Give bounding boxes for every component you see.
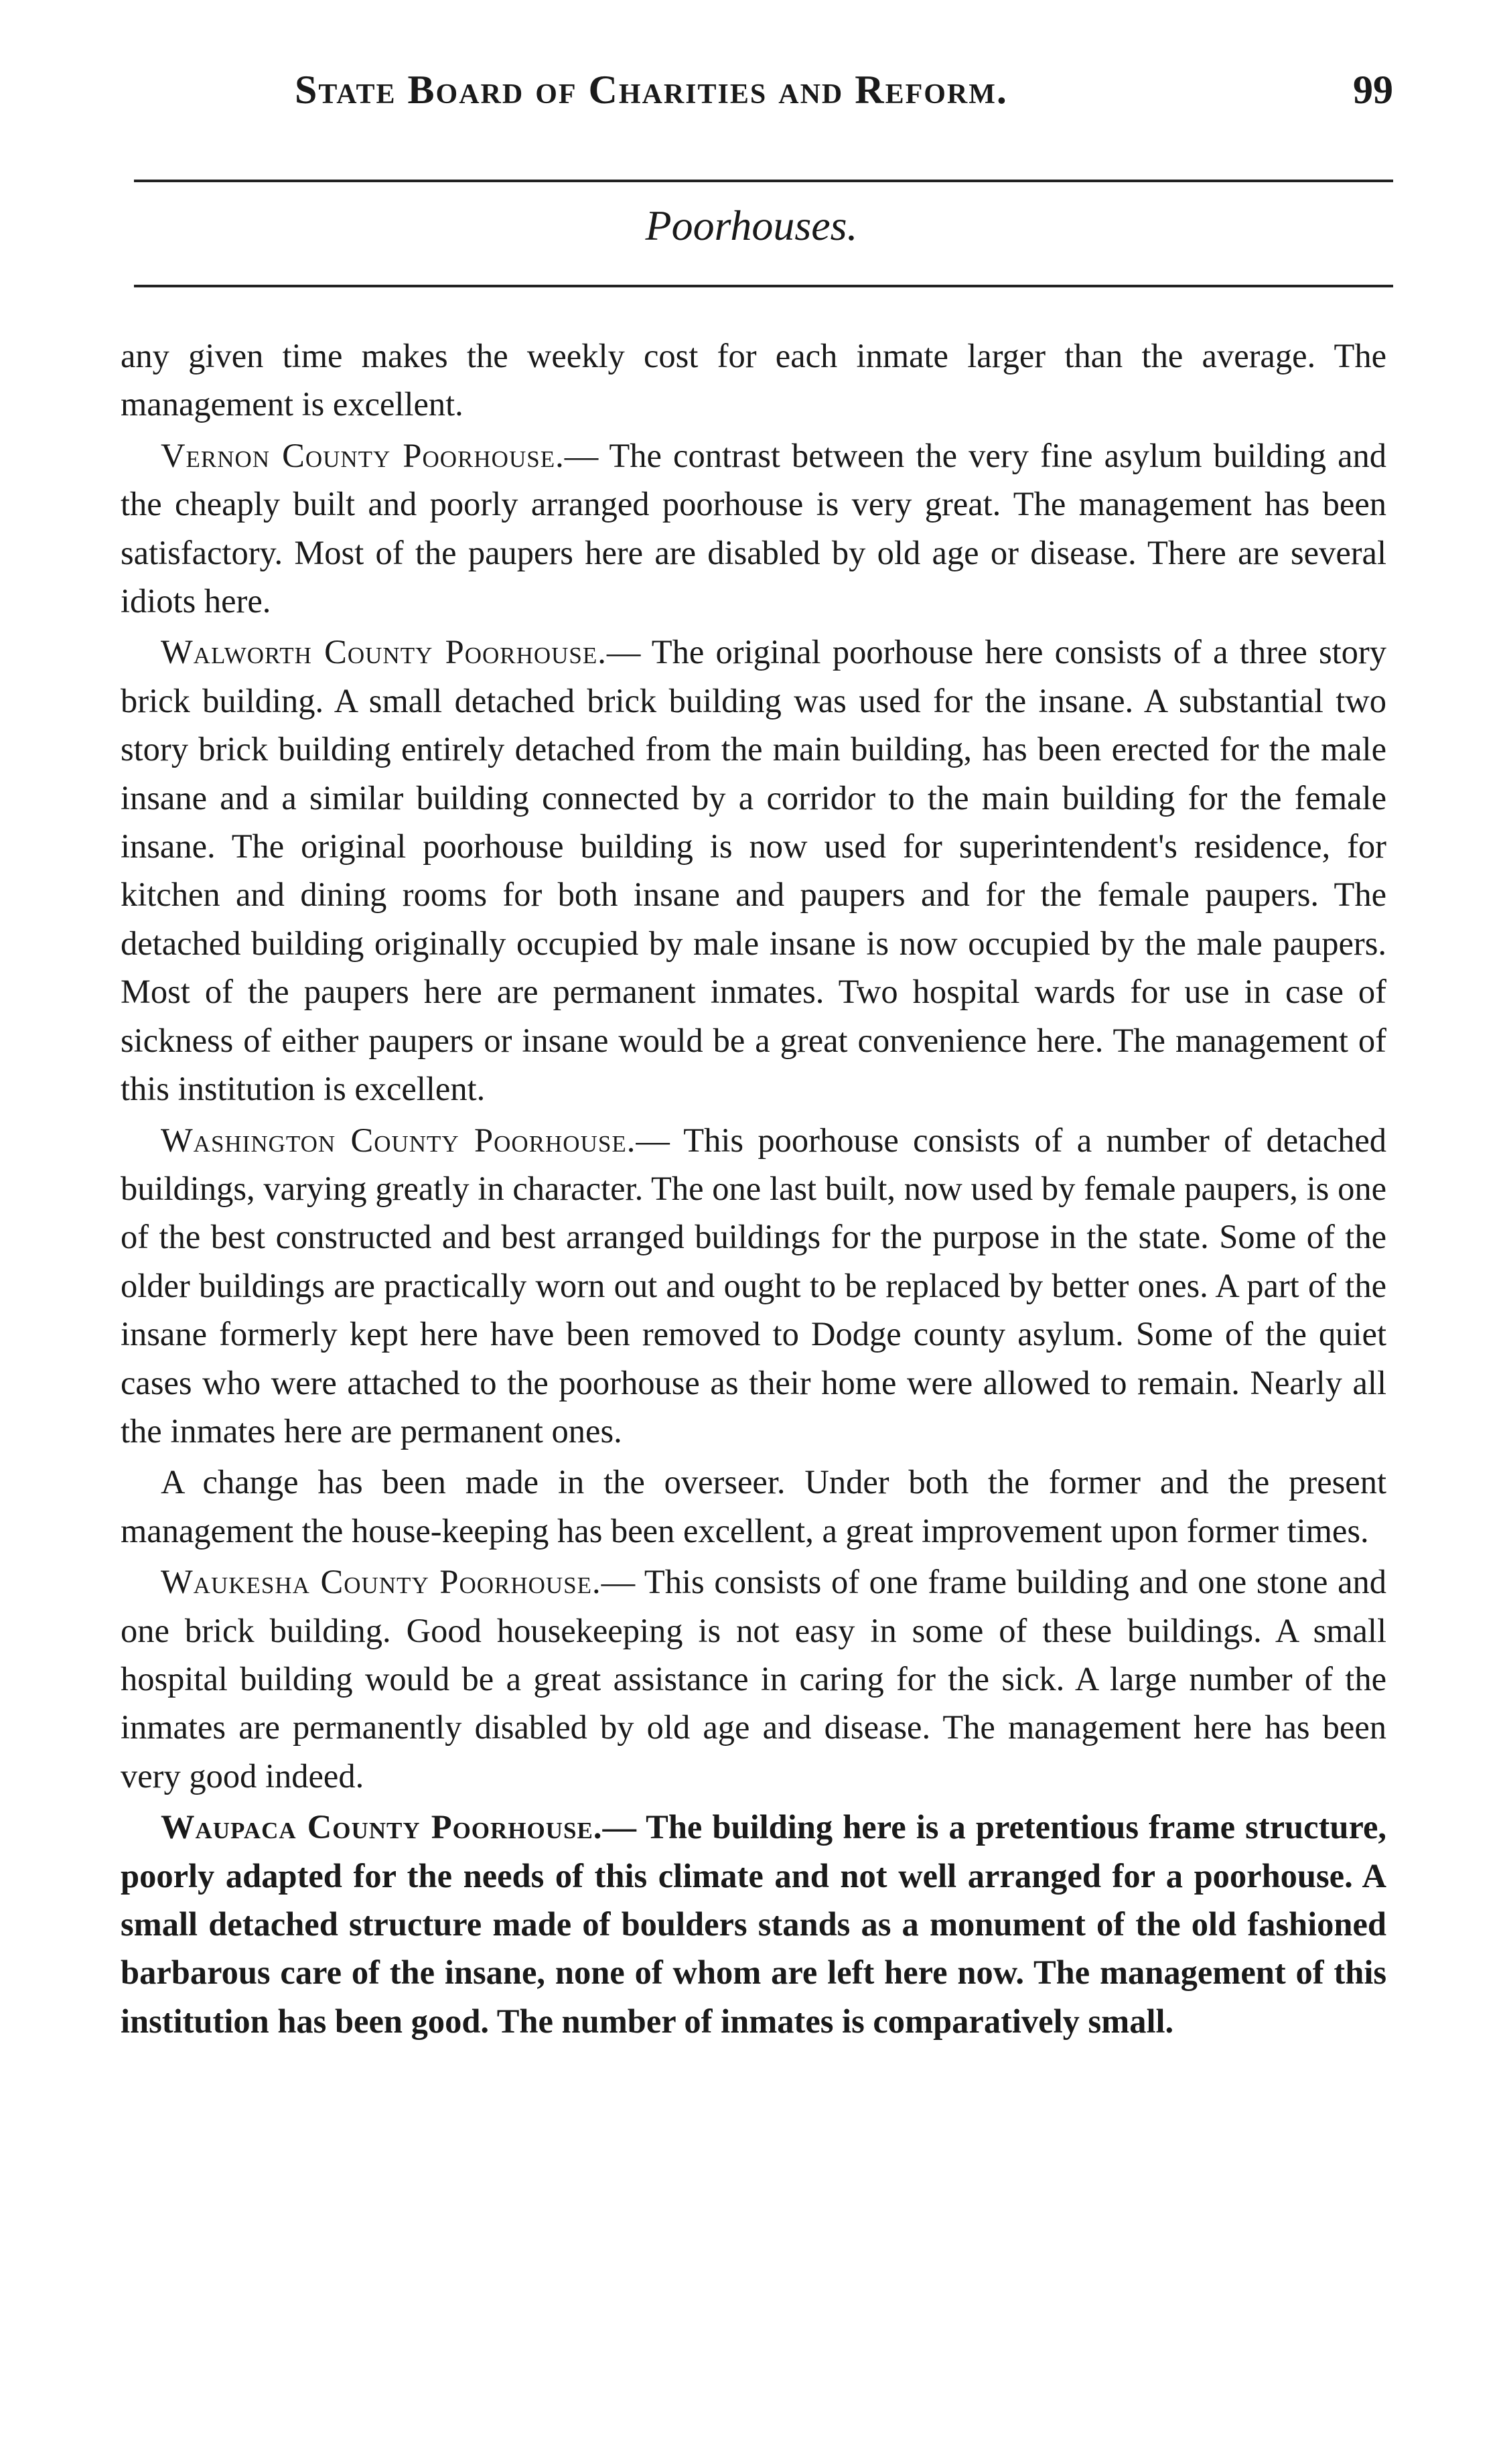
paragraph-lead: Waupaca County Poorhouse. — [161, 1808, 603, 1846]
header-rule-bottom — [134, 285, 1393, 287]
paragraph-text: — The original poorhouse here consists of a three story brick building. A small detached brick building was used for the insane. A substantial two story brick building entirely detached from the main building, has been erected for the male insane and a similar building connected by a corridor to the main building for the female insane. The original poorhouse building is now used for superintendent's residence, for kitchen and dining rooms for both insane and paupers and for the female paupers. The detached building originally occupied by male insane is now occupied by the male paupers. Most of the paupers here are permanent inmates. Two hospital wards for use in case of sickness of either paupers or insane would be a great convenience here. The management of this institution is excellent. — [121, 633, 1386, 1108]
running-title: State Board of Charities and Reform. — [295, 68, 1008, 112]
paragraph-lead: Vernon County Poorhouse. — [161, 436, 565, 474]
paragraph-vernon — [121, 431, 1386, 626]
paragraph-text: — The contrast between the very fine asylum building and the cheaply built and poorly arranged poorhouse is very great. The management has been satisfactory. Most of the paupers here are disabled by old age or disease. There are several idiots here. — [121, 436, 1386, 620]
page-number: 99 — [1353, 68, 1393, 112]
paragraph-overseer-change — [121, 1458, 1386, 1555]
paragraph-text: any given time makes the weekly cost for each inmate larger than the average. The management is excellent. — [121, 337, 1386, 423]
paragraph-text: — The building here is a pretentious frame structure, poorly adapted for the needs of this climate and not well arranged for a poorhouse. A small detached structure made of boulders stands as a monument of the old fashioned barbarous care of the insane, none of whom are left here now. The management of this institution has been good. The number of inmates is comparatively small. — [121, 1808, 1387, 2040]
paragraph-continuation — [121, 332, 1386, 429]
paragraph-text: A change has been made in the overseer. Under both the former and the present management the house-keeping has been excellent, a great improvement upon former times. — [121, 1463, 1386, 1550]
paragraph-waukesha — [121, 1558, 1386, 1800]
paragraph-waupaca — [121, 1803, 1386, 2045]
paragraph-lead: Waukesha County Poorhouse. — [161, 1563, 601, 1601]
paragraph-lead: Washington County Poorhouse. — [161, 1121, 636, 1159]
paragraph-text: — This consists of one frame building and one stone and one brick building. Good housekeeping is not easy in some of these buildings. A small hospital building would be a great assistance in caring for the sick. A large number of the inmates are permanently disabled by old age and disease. The management here has been very good indeed. — [121, 1563, 1386, 1795]
paragraph-text: — This poorhouse consists of a number of detached buildings, varying greatly in character. The one last built, now used by female paupers, is one of the best constructed and best arranged buildings for the purpose in the state. Some of the older buildings are practically worn out and ought to be replaced by better ones. A part of the insane formerly kept here have been removed to Dodge county asylum. Some of the quiet cases who were attached to the poorhouse as their home were allowed to remain. Nearly all the inmates here are permanent ones. — [121, 1121, 1386, 1450]
body-text — [121, 332, 1386, 2048]
running-head — [295, 67, 1393, 127]
header-rule-top — [134, 180, 1393, 182]
paragraph-washington — [121, 1116, 1386, 1456]
paragraph-lead: Walworth County Poorhouse. — [161, 633, 607, 671]
paragraph-walworth — [121, 628, 1386, 1113]
section-title: Poorhouses. — [645, 202, 858, 249]
